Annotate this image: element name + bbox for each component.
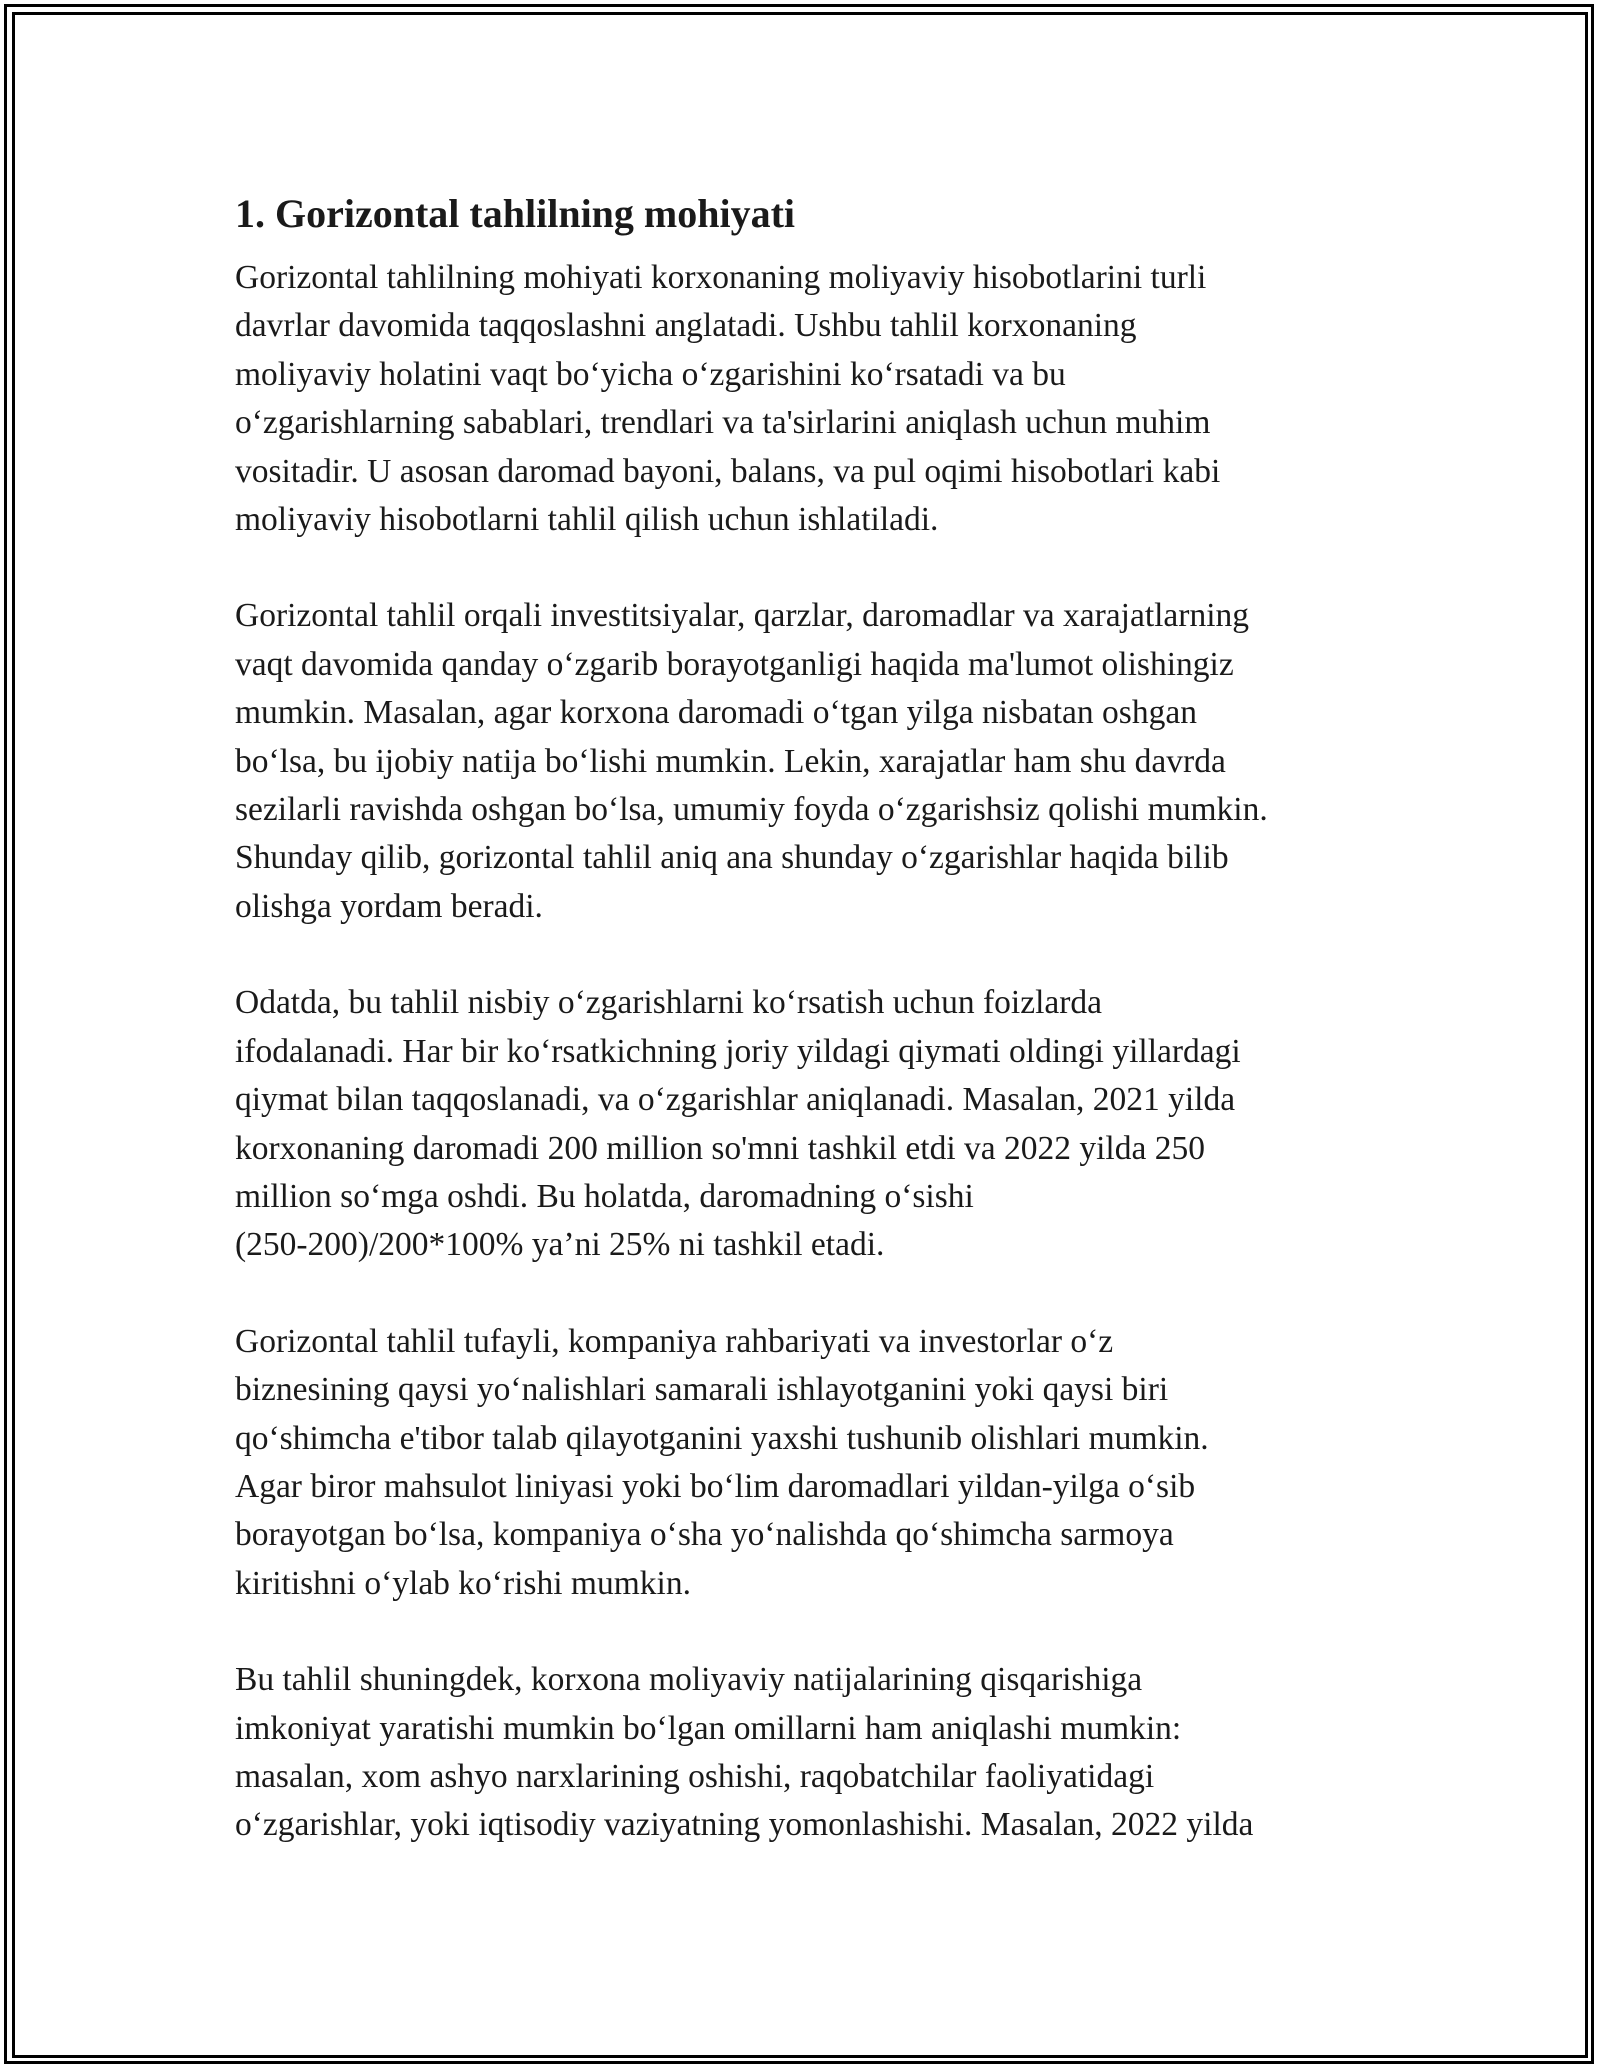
paragraph-5: Bu tahlil shuningdek, korxona moliyaviy natijalarining qisqarishiga imkoniyat yaratishi mumkin bo‘lgan omillarni ham aniqlashi mumkin: masalan, xom ashyo narxlarining oshishi, raqobatchilar faoliyatidagi o‘zgarishlar, yoki iqtisodiy vaziyatning yomonlashishi. Masalan, 2022 yilda	[235, 1661, 1254, 1844]
section-heading: 1. Gorizontal tahlilning mohiyati	[235, 191, 796, 236]
paragraph-2: Gorizontal tahlil orqali investitsiyalar, qarzlar, daromadlar va xarajatlarning vaqt davomida qanday o‘zgarib borayotganligi haqida ma'lumot olishingiz mumkin. Masalan, agar korxona daromadi o‘tgan yilga nisbatan oshgan bo‘lsa, bu ijobiy natija bo‘lishi mumkin. Lekin, xarajatlar ham shu davrda sezilarli ravishda oshgan bo‘lsa, umumiy foyda o‘zgarishsiz qolishi mumkin. Shunday qilib, gorizontal tahlil aniq ana shunday o‘zgarishlar haqida bilib olishga yordam beradi.	[235, 597, 1268, 925]
paragraph-3: Odatda, bu tahlil nisbiy o‘zgarishlarni ko‘rsatish uchun foizlarda ifodalanadi. Har bir ko‘rsatkichning joriy yildagi qiymati oldingi yillardagi qiymat bilan taqqoslanadi, va o‘zgarishlar aniqlanadi. Masalan, 2021 yilda korxonaning daromadi 200 million so'mni tashkil etdi va 2022 yilda 250 million so‘mga oshdi. Bu holatda, daromadning o‘sishi (250-200)/200*100% ya’ni 25% ni tashkil etadi.	[235, 984, 1241, 1264]
paragraph-4: Gorizontal tahlil tufayli, kompaniya rahbariyati va investorlar o‘z biznesining qaysi yo‘nalishlari samarali ishlayotganini yoki qaysi biri qo‘shimcha e'tibor talab qilayotganini yaxshi tushunib olishlari mumkin. Agar biror mahsulot liniyasi yoki bo‘lim daromadlari yildan-yilga o‘sib borayotgan bo‘lsa, kompaniya o‘sha yo‘nalishda qo‘shimcha sarmoya kiritishni o‘ylab ko‘rishi mumkin.	[235, 1322, 1209, 1602]
paragraph-1: Gorizontal tahlilning mohiyati korxonaning moliyaviy hisobotlarini turli davrlar davomida taqqoslashni anglatadi. Ushbu tahlil korxonaning moliyaviy holatini vaqt bo‘yicha o‘zgarishini ko‘rsatadi va bu o‘zgarishlarning sabablari, trendlari va ta'sirlarini aniqlash uchun muhim vositadir. U asosan daromad bayoni, balans, va pul oqimi hisobotlari kabi moliyaviy hisobotlarni tahlil qilish uchun ishlatiladi.	[235, 259, 1221, 539]
document-body	[235, 188, 1375, 1898]
